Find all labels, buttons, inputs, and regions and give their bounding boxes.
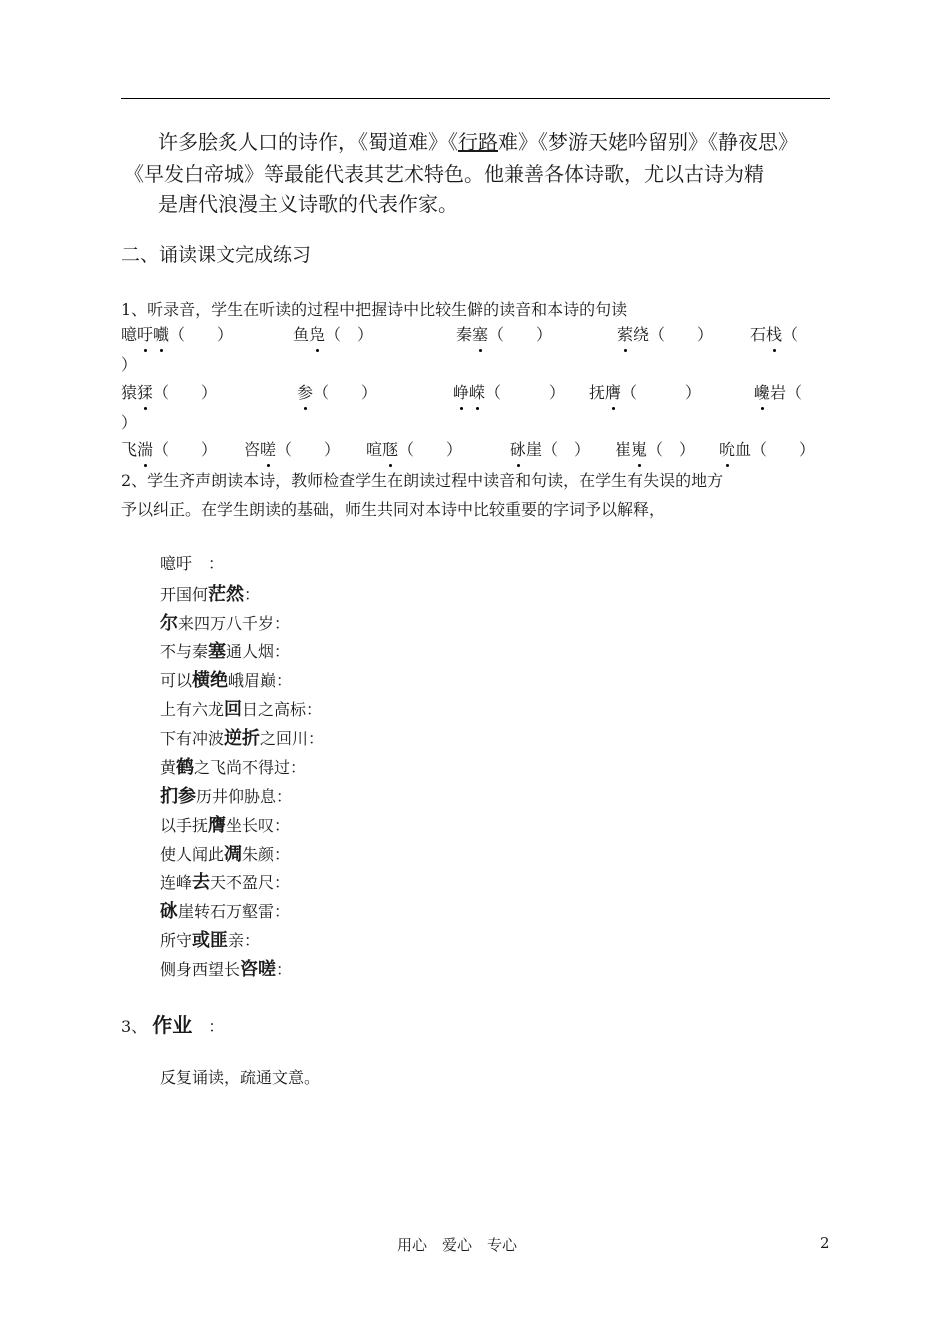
- vocab-item: 侧身西望长咨嗟：: [160, 959, 293, 980]
- vocab-item: 使人闻此凋朱颜：: [160, 844, 291, 865]
- pinyin-item: 参（ ）: [297, 380, 377, 403]
- intro-line-3: 是唐代浪漫主义诗歌的代表作家。: [158, 192, 458, 216]
- pinyin-item: 石栈（: [750, 322, 798, 345]
- section-2-title: 二、诵读课文完成练习: [121, 244, 312, 266]
- vocab-item: 开国何茫然：: [160, 584, 261, 605]
- pinyin-item: 崔嵬（ ）: [615, 437, 695, 460]
- task-2-line-1: 2、学生齐声朗读本诗，教师检查学生在朗读过程中读音和句读，在学生有失误的地方: [121, 471, 724, 490]
- vocab-item: 黄鹤之飞尚不得过：: [160, 757, 307, 778]
- page-number: 2: [820, 1234, 830, 1252]
- pinyin-item: 猿猱（ ）: [121, 380, 217, 403]
- pinyin-item: 吮血（ ）: [719, 437, 815, 460]
- intro-line-1: 许多脍炙人口的诗作，《蜀道难》《行路难》《梦游天姥吟留别》《静夜思》: [158, 130, 798, 154]
- pinyin-item: 秦塞（ ）: [456, 322, 552, 345]
- vocab-item: 上有六龙回日之高标：: [160, 699, 323, 720]
- homework-title: 作业: [152, 1013, 193, 1037]
- task-2-line-2: 予以纠正。在学生朗读的基础，师生共同对本诗中比较重要的字词予以解释，: [121, 500, 666, 519]
- footer-motto: 用心 爱心 专心: [397, 1236, 518, 1254]
- header-rule: [121, 98, 830, 99]
- pinyin-item: 峥嵘（ ）: [453, 380, 565, 403]
- pinyin-item: 砯崖（ ）: [510, 437, 590, 460]
- pinyin-wrap: ）: [121, 355, 138, 374]
- vocab-item: 砯崖转石万壑雷：: [160, 901, 291, 922]
- task-1-text: 1、听录音，学生在听读的过程中把握诗中比较生僻的读音和本诗的句读: [121, 300, 628, 319]
- homework-heading: 3、 作业 ：: [121, 1013, 225, 1037]
- vocab-item: 连峰去天不盈尺：: [160, 872, 291, 893]
- vocab-item: 尔来四万八千岁：: [160, 613, 291, 634]
- vocab-item: 不与秦塞通人烟：: [160, 641, 291, 662]
- pinyin-item: 巉岩（: [754, 380, 802, 403]
- pinyin-item: 抚膺（ ）: [589, 380, 701, 403]
- vocab-item: 扪参历井仰胁息：: [160, 786, 293, 807]
- pinyin-item: 喧豗（ ）: [366, 437, 462, 460]
- pinyin-item: 萦绕（ ）: [617, 322, 713, 345]
- vocab-item: 可以横绝峨眉巅：: [160, 670, 293, 691]
- homework-text: 反复诵读，疏通文意。: [160, 1068, 321, 1087]
- intro-line-2: 《早发白帝城》等最能代表其艺术特色。他兼善各体诗歌，尤以古诗为精: [124, 162, 764, 186]
- vocab-item: 下有冲波逆折之回川：: [160, 728, 325, 749]
- vocab-item: 噫吁 ：: [160, 554, 225, 573]
- vocab-item: 所守或匪亲：: [160, 930, 261, 951]
- pinyin-item: 鱼凫（ ）: [293, 322, 373, 345]
- pinyin-item: 噫吁嚱（ ）: [121, 322, 233, 345]
- pinyin-wrap: ）: [121, 413, 138, 432]
- pinyin-item: 飞湍（ ）: [121, 437, 217, 460]
- underlined-text: 行路: [458, 130, 498, 154]
- pinyin-item: 咨嗟（ ）: [244, 437, 340, 460]
- vocab-item: 以手抚膺坐长叹：: [160, 815, 291, 836]
